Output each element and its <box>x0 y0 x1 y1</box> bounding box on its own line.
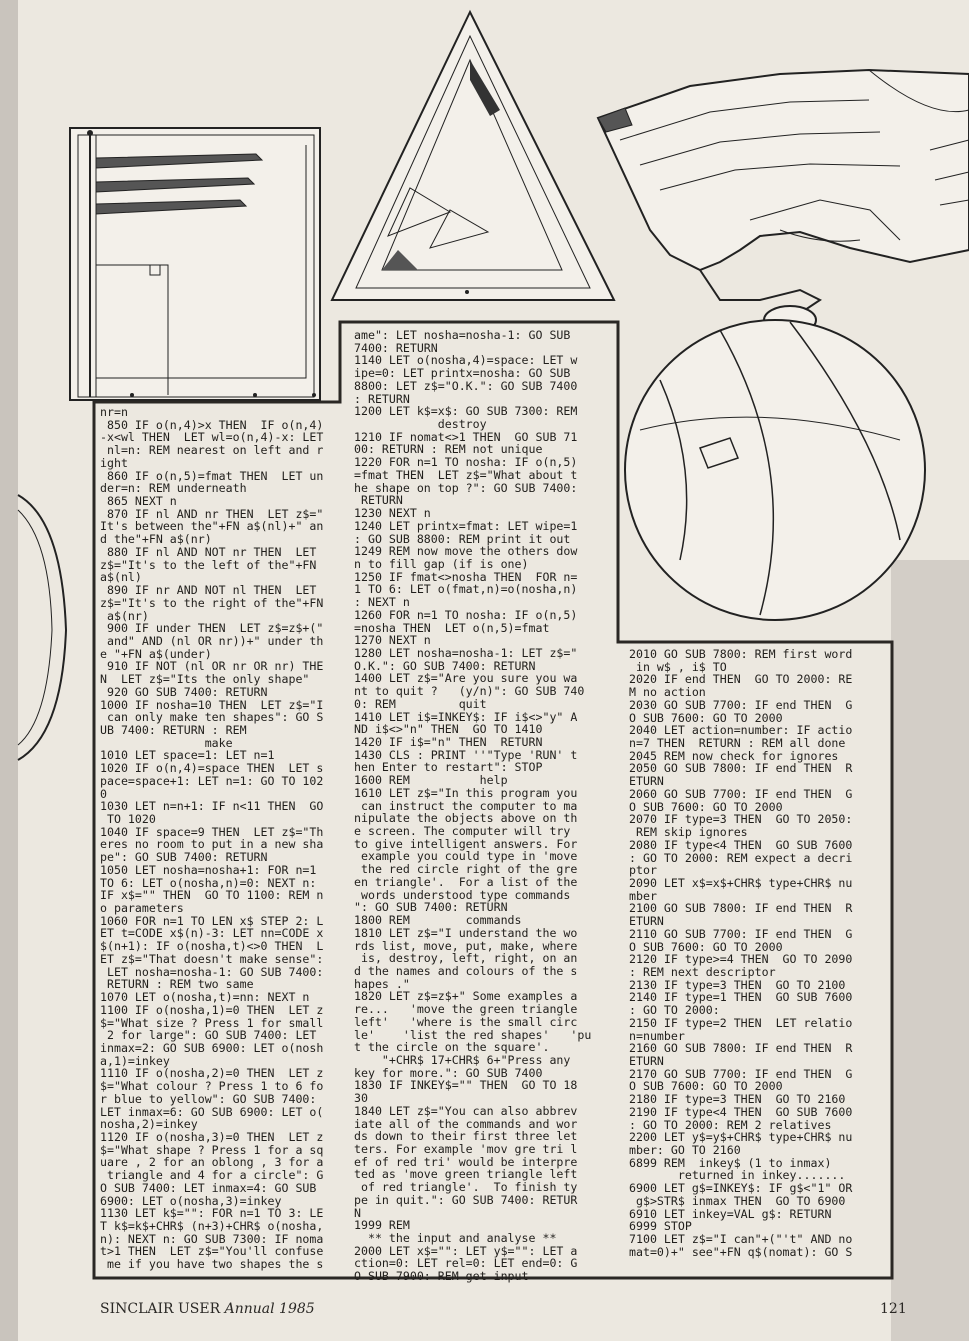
robot-hand-drawing <box>598 70 969 334</box>
spine-shadow <box>0 0 18 1341</box>
basic-listing-right-column: 2010 GO SUB 7800: REM first word in w$ , i$ TO 2020 IF end THEN GO TO 2000: RE M no action 2030 GO SUB 7700: IF end THEN G O SUB 7600: GO TO 2000 2040 LET action=number: IF actio n=7 THEN RETURN : REM all done 2045 REM now check for ignores 2050 GO SUB 7800: IF end THEN R ETURN 2060 GO SUB 7700: IF end THEN G O SUB 7600: GO TO 2000 2070 IF type=3 THEN GO TO 2050: REM skip ignores 2080 IF type<4 THEN GO SUB 7600 : GO TO 2000: REM expect a decri ptor 2090 LET x$=x$+CHR$ type+CHR$ nu mber 2100 GO SUB 7800: IF end THEN R ETURN 2110 GO SUB 7700: IF end THEN G O SUB 7600: GO TO 2000 2120 IF type>=4 THEN GO TO 2090 : REM next descriptor 2130 IF type=3 THEN GO TO 2100 2140 IF type=1 THEN GO SUB 7600 : GO TO 2000: 2150 IF type=2 THEN LET relatio n=number 2160 GO SUB 7800: IF end THEN R ETURN 2170 GO SUB 7700: IF end THEN G O SUB 7600: GO TO 2000 2180 IF type=3 THEN GO TO 2160 2190 IF type<4 THEN GO SUB 7600 : GO TO 2000: REM 2 relatives 2200 LET y$=y$+CHR$ type+CHR$ nu mber: GO TO 2160 6899 REM inkey$ (1 to inmax) returned in inkey....... 6900 LET g$=INKEY$: IF g$<"1" OR g$>STR$ inmax THEN GO TO 6900 6910 LET inkey=VAL g$: RETURN 6999 STOP 7100 LET z$="I can"+("'t" AND no mat=0)+" see"+FN q$(nomat): GO S <box>629 647 853 1259</box>
magazine-name: SINCLAIR USER <box>100 1301 221 1317</box>
magazine-edition: Annual 1985 <box>224 1301 315 1317</box>
curve-fragment-icon <box>18 495 66 760</box>
basic-listing-middle-column: ame": LET nosha=nosha-1: GO SUB 7400: RETURN 1140 LET o(nosha,4)=space: LET w ipe=0: LET printx=nosha: GO SUB 8800: LET z$="O.K.": GO SUB 7400 : RETURN 1200 LET k$=x$: GO SUB 7300: REM destroy 1210 IF nomat<>1 THEN GO SUB 71 00: RETURN : REM not unique 1220 FOR n=1 TO nosha: IF o(n,5) =fmat THEN LET z$="What about t he shape on top ?": GO SUB 7400: RETURN 1230 NEXT n 1240 LET printx=fmat: LET wipe=1 : GO SUB 8800: REM print it out 1249 REM now move the others dow n to fill gap (if is one) 1250 IF fmat<>nosha THEN FOR n= 1 TO 6: LET o(fmat,n)=o(nosha,n) : NEXT n 1260 FOR n=1 TO nosha: IF o(n,5) =nosha THEN LET o(n,5)=fmat 1270 NEXT n 1280 LET nosha=nosha-1: LET z$=" O.K.": GO SUB 7400: RETURN 1400 LET z$="Are you sure you wa nt to quit ? (y/n)": GO SUB 740 0: REM quit 1410 LET i$=INKEY$: IF i$<>"y" A ND i$<>"n" THEN GO TO 1410 1420 IF i$="n" THEN RETURN 1430 CLS : PRINT ''"Type 'RUN' t hen Enter to restart": STOP 1600 REM help 1610 LET z$="In this program you can instruct the computer to ma nipulate the objects above on th e screen. The computer will try to give intelligent answers. For example you could type in 'move the red circle right of the gre en triangle'. For a list of the words understood type commands ": GO SUB 7400: RETURN 1800 REM commands 1810 LET z$="I understand the wo rds list, move, put, make, where is, destroy, left, right, on an d the names and colours of the s hapes ." 1820 LET z$=z$+" Some examples a re... 'move the green triangle left' 'where is the small circ le' 'list the red shapes' 'pu t the circle on the square'. "+CHR$ 17+CHR$ 6+"Press any key for more.": GO SUB 7400 1830 IF INKEY$="" THEN GO TO 18 30 1840 LET z$="You can also abbrev iate all of the commands and wor ds down to their first three let ters. For example 'mov gre tri l ef of red tri' would be interpre ted as 'move green triangle left of red triangle'. To finish ty pe in quit.": GO SUB 7400: RETUR N 1999 REM ** the input and analyse ** 2000 LET x$="": LET y$="": LET a ction=0: LET rel=0: LET end=0: G O SUB 7900: REM get input <box>354 328 592 1284</box>
magazine-credit <box>100 1301 315 1317</box>
curve-fragment-inner-icon <box>18 510 52 745</box>
basic-listing-left-column: nr=n 850 IF o(n,4)>x THEN IF o(n,4) -x<wl THEN LET wl=o(n,4)-x: LET nl=n: REM nearest on left and r ight 860 IF o(n,5)=fmat THEN LET un der=n: REM underneath 865 NEXT n 870 IF nl AND nr THEN LET z$=" It's between the"+FN a$(nl)+" an d the"+FN a$(nr) 880 IF nl AND NOT nr THEN LET z$="It's to the left of the"+FN a$(nl) 890 IF nr AND NOT nl THEN LET z$="It's to the right of the"+FN a$(nr) 900 IF under THEN LET z$=z$+(" and" AND (nl OR nr))+" under th e "+FN a$(under) 910 IF NOT (nl OR nr OR nr) THE N LET z$="Its the only shape" 920 GO SUB 7400: RETURN 1000 IF nosha=10 THEN LET z$="I can only make ten shapes": GO S UB 7400: RETURN : REM make 1010 LET space=1: LET n=1 1020 IF o(n,4)=space THEN LET s pace=space+1: LET n=1: GO TO 102 0 1030 LET n=n+1: IF n<11 THEN GO TO 1020 1040 IF space=9 THEN LET z$="Th eres no room to put in a new sha pe": GO SUB 7400: RETURN 1050 LET nosha=nosha+1: FOR n=1 TO 6: LET o(nosha,n)=0: NEXT n: IF x$="" THEN GO TO 1100: REM n o parameters 1060 FOR n=1 TO LEN x$ STEP 2: L ET t=CODE x$(n)-3: LET nn=CODE x $(n+1): IF o(nosha,t)<>0 THEN L ET z$="That doesn't make sense": LET nosha=nosha-1: GO SUB 7400: RETURN : REM two same 1070 LET o(nosha,t)=nn: NEXT n 1100 IF o(nosha,1)=0 THEN LET z $="What size ? Press 1 for small 2 for large": GO SUB 7400: LET inmax=2: GO SUB 6900: LET o(nosh a,1)=inkey 1110 IF o(nosha,2)=0 THEN LET z $="What colour ? Press 1 to 6 fo r blue to yellow": GO SUB 7400: LET inmax=6: GO SUB 6900: LET o( nosha,2)=inkey 1120 IF o(nosha,3)=0 THEN LET z $="What shape ? Press 1 for a sq uare , 2 for an oblong , 3 for a triangle and 4 for a circle": G O SUB 7400: LET inmax=4: GO SUB 6900: LET o(nosha,3)=inkey 1130 LET k$="": FOR n=1 TO 3: LE T k$=k$+CHR$ (n+3)+CHR$ o(nosha, n): NEXT n: GO SUB 7300: IF noma t>1 THEN LET z$="You'll confuse me if you have two shapes the s <box>100 405 324 1272</box>
sphere-drawing <box>625 320 925 620</box>
shadow-panel <box>891 560 969 1341</box>
screen-window-drawing <box>70 128 320 400</box>
page-number: 121 <box>880 1301 907 1317</box>
triangle-drawing <box>332 12 614 300</box>
